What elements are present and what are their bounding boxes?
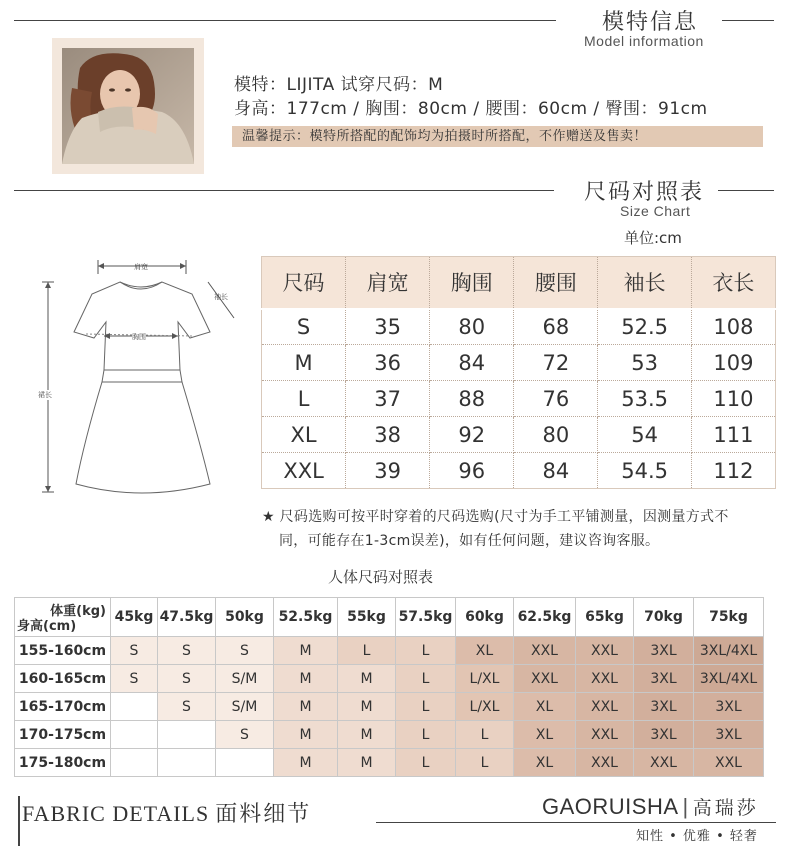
- size-recommendation-cell: 3XL/4XL: [694, 665, 764, 693]
- brand-logo: GAORUISHA | 高瑞莎: [542, 794, 759, 819]
- size-chart-table: [261, 256, 776, 489]
- model-section-title: 模特信息: [602, 10, 699, 35]
- size-recommendation-cell: L: [396, 749, 456, 777]
- fabric-heading-cn: 面料细节: [215, 802, 312, 827]
- label-shoulder: 肩宽: [134, 263, 148, 271]
- size-recommendation-cell: M: [338, 693, 396, 721]
- size-value-cell: 72: [514, 345, 598, 381]
- weight-header-cell: 62.5kg: [514, 598, 576, 637]
- corner-weight-label: 体重(kg): [50, 604, 106, 619]
- size-value-cell: 52.5: [598, 309, 691, 345]
- header-cell: 胸围: [430, 257, 514, 309]
- body-size-row: [15, 693, 764, 721]
- size-recommendation-cell: 3XL: [634, 637, 694, 665]
- size-value-cell: 36: [346, 345, 430, 381]
- fabric-heading-en: FABRIC DETAILS: [22, 801, 210, 826]
- size-value-cell: 54.5: [598, 453, 691, 489]
- header-cell: 衣长: [691, 257, 775, 309]
- size-value-cell: 39: [346, 453, 430, 489]
- size-recommendation-cell: M: [274, 637, 338, 665]
- corner-height-label: 身高(cm): [17, 619, 77, 634]
- size-section-title: 尺码对照表: [584, 180, 705, 205]
- brand-name-en: GAORUISHA: [542, 794, 679, 819]
- size-recommendation-cell: L: [396, 721, 456, 749]
- size-recommendation-cell: S/M: [216, 693, 274, 721]
- header-cell: 尺码: [262, 257, 346, 309]
- size-recommendation-cell: M: [274, 721, 338, 749]
- label-sleeve: 袖长: [214, 293, 228, 301]
- size-recommendation-cell: XXL: [514, 665, 576, 693]
- size-recommendation-cell: M: [274, 693, 338, 721]
- model-measurements: 身高：177cm / 胸围：80cm / 腰围：60cm / 臀围：91cm: [234, 99, 708, 119]
- weight-header-cell: 60kg: [456, 598, 514, 637]
- size-value-cell: 92: [430, 417, 514, 453]
- size-chart-body: [262, 309, 776, 489]
- weight-header-cell: 70kg: [634, 598, 694, 637]
- size-recommendation-cell: 3XL/4XL: [694, 637, 764, 665]
- size-note-line: ★ 尺码选购可按平时穿着的尺码选购(尺寸为手工平铺测量，因测量方式不: [262, 509, 729, 525]
- size-chart-header-row: [262, 257, 776, 309]
- size-recommendation-cell: XL: [514, 721, 576, 749]
- fabric-heading: [22, 797, 311, 828]
- brand-name-cn: 高瑞莎: [692, 797, 759, 819]
- size-chart-row: [262, 309, 776, 345]
- body-size-row: [15, 721, 764, 749]
- size-recommendation-cell: L: [396, 637, 456, 665]
- size-value-cell: 80: [514, 417, 598, 453]
- size-chart-row: [262, 453, 776, 489]
- size-recommendation-cell: 3XL: [634, 721, 694, 749]
- size-value-cell: 96: [430, 453, 514, 489]
- height-label-cell: 170-175cm: [15, 721, 111, 749]
- size-value-cell: 35: [346, 309, 430, 345]
- size-recommendation-cell: XXL: [576, 749, 634, 777]
- size-value-cell: 84: [430, 345, 514, 381]
- size-recommendation-cell: L/XL: [456, 665, 514, 693]
- body-size-row: [15, 637, 764, 665]
- size-recommendation-cell: 3XL: [694, 721, 764, 749]
- size-recommendation-cell: XL: [514, 693, 576, 721]
- size-recommendation-cell: S: [216, 637, 274, 665]
- size-value-cell: 109: [691, 345, 775, 381]
- size-recommendation-cell: S: [216, 721, 274, 749]
- weight-header-cell: 45kg: [111, 598, 158, 637]
- size-label-cell: XXL: [262, 453, 346, 489]
- size-recommendation-cell: L/XL: [456, 693, 514, 721]
- label-chest: 胸围: [132, 333, 146, 341]
- model-section-subtitle: Model information: [584, 33, 704, 49]
- size-note: [262, 505, 777, 553]
- size-value-cell: 38: [346, 417, 430, 453]
- weight-header-cell: 75kg: [694, 598, 764, 637]
- size-recommendation-cell: S: [158, 693, 216, 721]
- size-section-subtitle: Size Chart: [620, 203, 691, 219]
- size-recommendation-cell: XXL: [576, 693, 634, 721]
- size-chart-row: [262, 417, 776, 453]
- size-value-cell: 88: [430, 381, 514, 417]
- size-recommendation-cell: M: [274, 749, 338, 777]
- size-recommendation-cell: S: [111, 637, 158, 665]
- size-recommendation-cell: [158, 721, 216, 749]
- size-recommendation-cell: XXL: [576, 637, 634, 665]
- size-recommendation-cell: XXL: [514, 637, 576, 665]
- model-photo: [52, 38, 204, 174]
- size-recommendation-cell: [111, 693, 158, 721]
- size-recommendation-cell: [111, 749, 158, 777]
- divider-right: [718, 190, 774, 191]
- size-recommendation-cell: 3XL: [694, 693, 764, 721]
- size-recommendation-cell: XXL: [576, 721, 634, 749]
- size-recommendation-cell: S/M: [216, 665, 274, 693]
- size-label-cell: M: [262, 345, 346, 381]
- fabric-accent-bar: [18, 796, 20, 846]
- size-value-cell: 84: [514, 453, 598, 489]
- body-size-row: [15, 665, 764, 693]
- size-note-line: 同，可能存在1-3cm误差)，如有任何问题，建议咨询客服。: [279, 533, 660, 549]
- size-recommendation-cell: XXL: [576, 665, 634, 693]
- divider-left: [14, 20, 556, 21]
- size-recommendation-cell: S: [158, 637, 216, 665]
- body-size-row: [15, 749, 764, 777]
- header-cell: 腰围: [514, 257, 598, 309]
- body-size-table: [14, 597, 764, 777]
- size-value-cell: 54: [598, 417, 691, 453]
- weight-header-cell: 50kg: [216, 598, 274, 637]
- weight-header-cell: 57.5kg: [396, 598, 456, 637]
- size-value-cell: 53.5: [598, 381, 691, 417]
- size-recommendation-cell: M: [338, 665, 396, 693]
- weight-header-cell: 52.5kg: [274, 598, 338, 637]
- size-label-cell: XL: [262, 417, 346, 453]
- size-recommendation-cell: M: [274, 665, 338, 693]
- size-value-cell: 108: [691, 309, 775, 345]
- size-value-cell: 76: [514, 381, 598, 417]
- size-recommendation-cell: L: [456, 749, 514, 777]
- corner-cell: [15, 598, 111, 637]
- size-value-cell: 110: [691, 381, 775, 417]
- height-label-cell: 165-170cm: [15, 693, 111, 721]
- unit-label: 单位:cm: [624, 229, 682, 247]
- size-recommendation-cell: XL: [514, 749, 576, 777]
- size-recommendation-cell: M: [338, 749, 396, 777]
- brand-slogan: 知性 • 优雅 • 轻奢: [636, 829, 758, 844]
- model-name-size: 模特：LIJITA 试穿尺码：M: [234, 75, 444, 95]
- body-size-rows: [15, 637, 764, 777]
- size-recommendation-cell: 3XL: [634, 665, 694, 693]
- size-value-cell: 111: [691, 417, 775, 453]
- size-recommendation-cell: [111, 721, 158, 749]
- size-value-cell: 53: [598, 345, 691, 381]
- height-label-cell: 175-180cm: [15, 749, 111, 777]
- body-header-row: [15, 598, 764, 637]
- footer-divider: [376, 822, 776, 823]
- size-recommendation-cell: XL: [456, 637, 514, 665]
- size-chart-row: [262, 345, 776, 381]
- model-photo-image: [62, 48, 194, 164]
- size-recommendation-cell: L: [396, 665, 456, 693]
- size-value-cell: 112: [713, 458, 754, 483]
- size-recommendation-cell: S: [158, 665, 216, 693]
- header-cell: 肩宽: [346, 257, 430, 309]
- size-recommendation-cell: [158, 749, 216, 777]
- size-recommendation-cell: XXL: [694, 749, 764, 777]
- size-label-cell: L: [262, 381, 346, 417]
- size-recommendation-cell: 3XL: [634, 693, 694, 721]
- weight-header-cell: 47.5kg: [158, 598, 216, 637]
- size-value-cell: 37: [346, 381, 430, 417]
- divider-right: [722, 20, 774, 21]
- size-recommendation-cell: S: [111, 665, 158, 693]
- weight-header-cell: 65kg: [576, 598, 634, 637]
- size-recommendation-cell: XXL: [634, 749, 694, 777]
- weight-header-cell: 55kg: [338, 598, 396, 637]
- size-chart-row: [262, 381, 776, 417]
- size-value-cell: 80: [430, 309, 514, 345]
- label-length: 裙长: [38, 391, 52, 399]
- header-cell: 袖长: [598, 257, 691, 309]
- height-label-cell: 155-160cm: [15, 637, 111, 665]
- tip-banner: 温馨提示：模特所搭配的配饰均为拍摄时所搭配，不作赠送及售卖！: [232, 126, 763, 147]
- divider-left: [14, 190, 554, 191]
- size-recommendation-cell: M: [338, 721, 396, 749]
- size-recommendation-cell: L: [456, 721, 514, 749]
- size-recommendation-cell: [216, 749, 274, 777]
- size-recommendation-cell: L: [396, 693, 456, 721]
- size-value-cell: 68: [514, 309, 598, 345]
- size-recommendation-cell: L: [338, 637, 396, 665]
- height-label-cell: 160-165cm: [15, 665, 111, 693]
- size-label-cell: S: [262, 309, 346, 345]
- dress-diagram: [24, 252, 258, 500]
- body-chart-title: 人体尺码对照表: [328, 568, 434, 586]
